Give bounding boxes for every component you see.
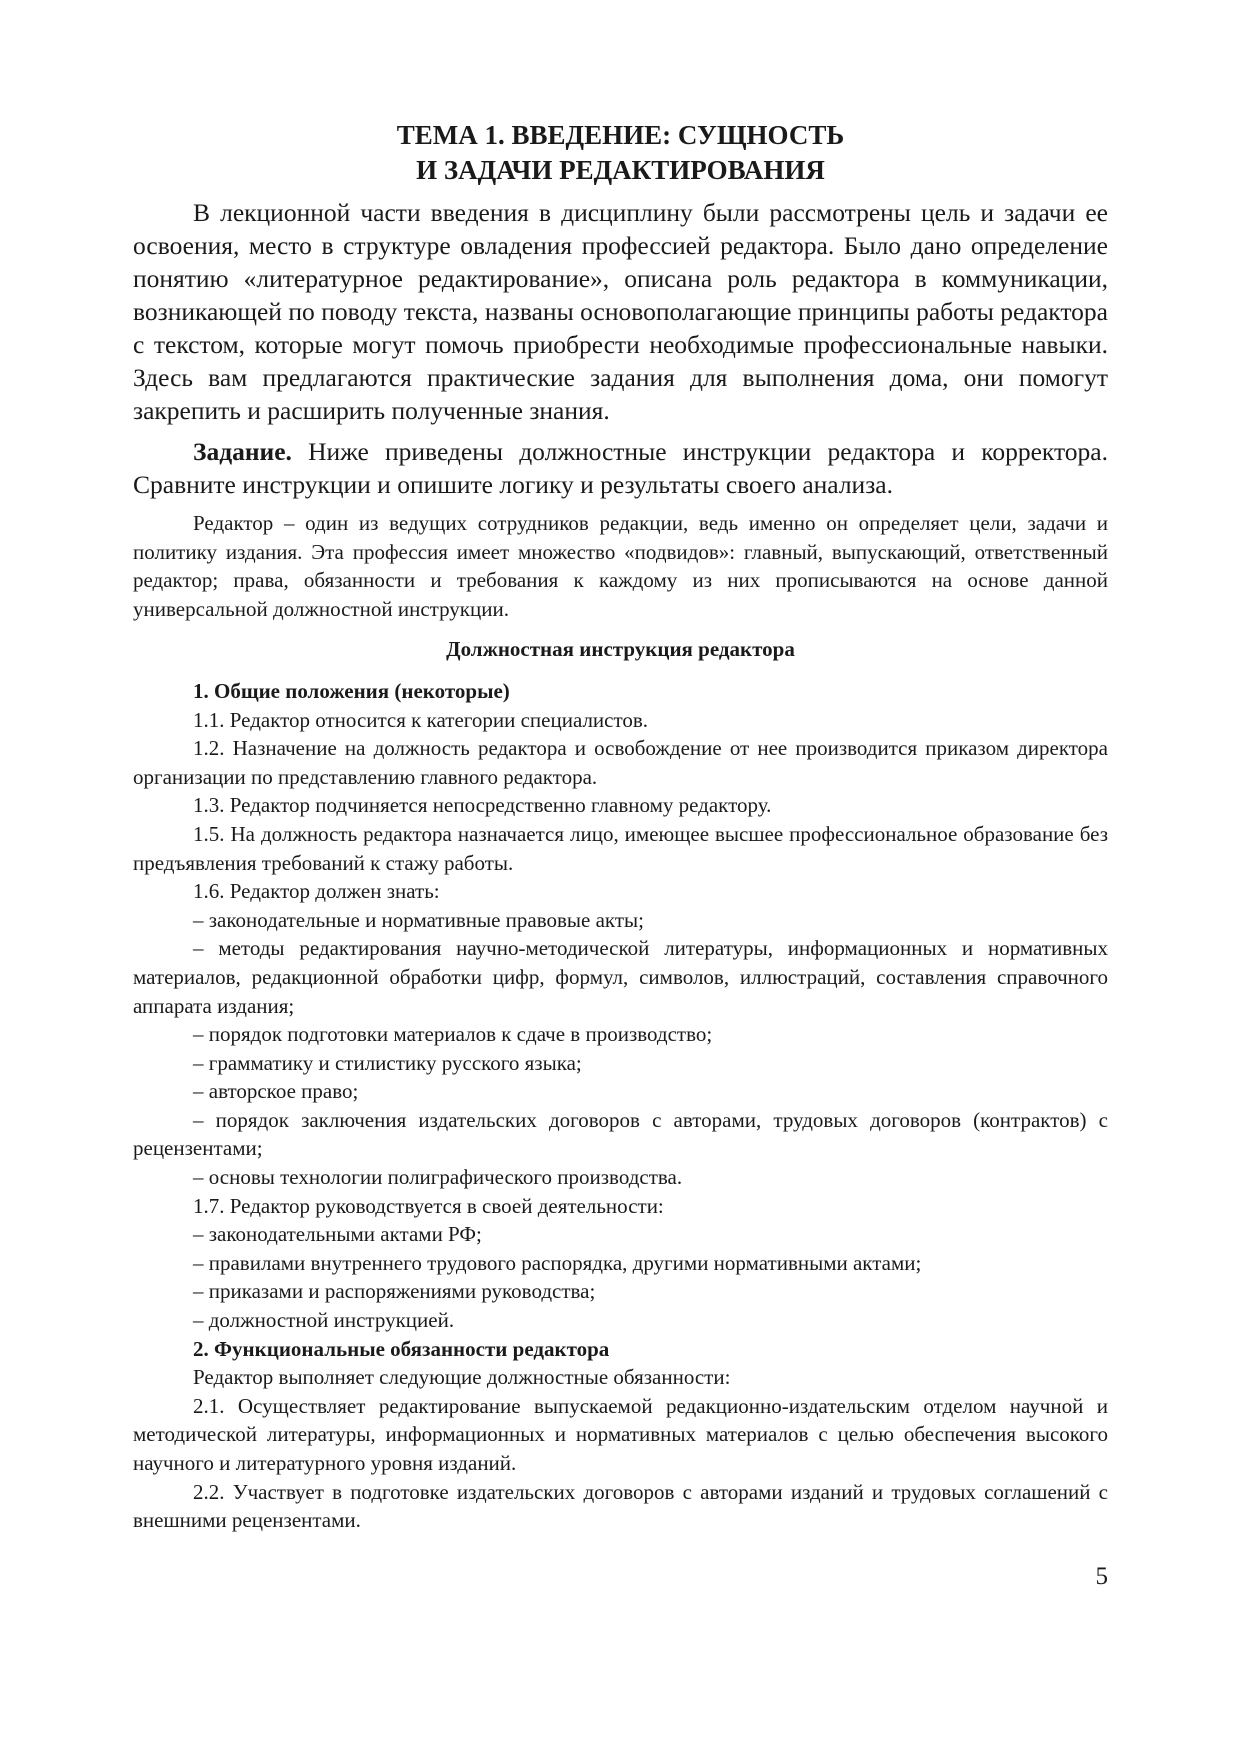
page-title [133, 118, 1108, 188]
list-item: – законодательными актами РФ; [193, 1222, 482, 1247]
item-1-5: 1.5. На должность редактора назначается лицо, имеющее высшее профессиональное образование без предъявления требований к стажу работы. [133, 821, 1108, 875]
list-item: – порядок подготовки материалов к сдаче в производство; [193, 1022, 713, 1047]
item-1-1: 1.1. Редактор относится к категории специалистов. [193, 707, 649, 732]
title-line-1: ТЕМА 1. ВВЕДЕНИЕ: СУЩНОСТЬ [396, 120, 845, 150]
section-2-lead: Редактор выполняет следующие должностные обязанности: [193, 1365, 731, 1390]
instruction-title: Должностная инструкция редактора [446, 637, 795, 662]
section-2-heading: 2. Функциональные обязанности редактора [193, 1336, 610, 1361]
list-item: – основы технологии полиграфического производства. [193, 1165, 683, 1190]
list-item: – правилами внутреннего трудового распорядка, другими нормативными актами; [193, 1250, 922, 1275]
item-1-2: 1.2. Назначение на должность редактора и освобождение от нее производится приказом директора организации по представлению главного редактора. [133, 736, 1108, 789]
list-item: – грамматику и стилистику русского языка; [193, 1050, 582, 1075]
item-1-7: 1.7. Редактор руководствуется в своей деятельности: [193, 1193, 664, 1218]
task-paragraph [133, 435, 1108, 501]
list-item: – авторское право; [193, 1079, 359, 1104]
list-item: – законодательные и нормативные правовые акты; [193, 907, 644, 932]
document-page [133, 118, 1108, 1535]
intro-block [133, 196, 1108, 501]
page-number: 5 [1095, 1563, 1108, 1590]
list-item: – приказами и распоряжениями руководства; [193, 1279, 596, 1304]
title-line-2: И ЗАДАЧИ РЕДАКТИРОВАНИЯ [416, 155, 825, 185]
item-1-3: 1.3. Редактор подчиняется непосредственно главному редактору. [193, 793, 772, 818]
list-item: – порядок заключения издательских договоров с авторами, трудовых договоров (контрактов) с рецензентами; [133, 1107, 1108, 1161]
item-2-1: 2.1. Осуществляет редактирование выпускаемой редакционно-издательским отделом научной и методической литературы, информационных и нормативных материалов с целью обеспечения высокого научного и литературного уровня изданий. [133, 1393, 1108, 1475]
section-1-heading: 1. Общие положения (некоторые) [193, 678, 510, 703]
item-2-2: 2.2. Участвует в подготовке издательских договоров с авторами изданий и трудовых соглашений с внешними рецензентами. [133, 1479, 1108, 1533]
note-paragraph: Редактор – один из ведущих сотрудников редакции, ведь именно он определяет цели, задачи и политику издания. Эта профессия имеет множество «подвидов»: главный, выпускающий, ответственный редактор; права, обязанности и требования к каждому из них прописываются на основе данной универсальной должностной инструкции. [133, 511, 1108, 621]
instruction-block [133, 509, 1108, 1535]
list-item: – должностной инструкцией. [193, 1308, 455, 1333]
task-label: Задание. [193, 437, 292, 466]
item-1-6: 1.6. Редактор должен знать: [193, 879, 440, 904]
intro-paragraph: В лекционной части введения в дисциплину были рассмотрены цель и задачи ее освоения, место в структуре овладения профессией редактора. Было дано определение понятию «литературное редактирование», описана роль редактора в коммуникации, возникающей по поводу текста, названы основополагающие принципы работы редактора с текстом, которые могут помочь приобрести необходимые профессиональные навыки. Здесь вам предлагаются практические задания для выполнения дома, они помогут закрепить и расширить полученные знания. [133, 198, 1108, 425]
list-item: – методы редактирования научно-методической литературы, информационных и нормативных материалов, редакционной обработки цифр, формул, символов, иллюстраций, составления справочного аппарата издания; [133, 936, 1108, 1018]
task-text: Ниже приведены должностные инструкции редактора и корректора. Сравните инструкции и опишите логику и результаты своего анализа. [133, 437, 1108, 499]
